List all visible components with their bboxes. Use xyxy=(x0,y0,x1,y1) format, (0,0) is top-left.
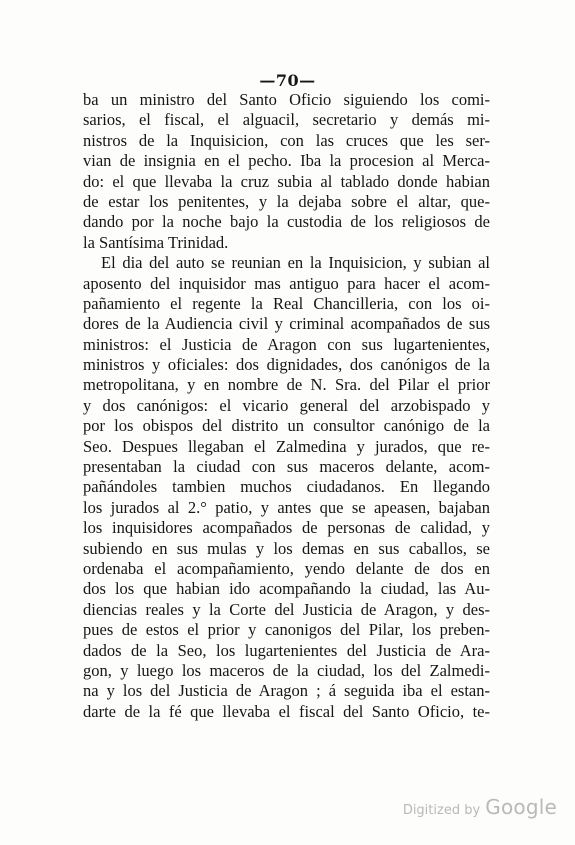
body-text xyxy=(83,90,490,722)
text-line: presentaban la ciudad con sus maceros delante, acom- xyxy=(83,457,490,477)
text-line: El dia del auto se reunian en la Inquisicion, y subian al xyxy=(101,253,490,273)
text-line: darte de la fé que llevaba el fiscal del Santo Oficio, te- xyxy=(83,701,490,721)
text-line: dados de la Seo, los lugartenientes del Justicia de Ara- xyxy=(83,640,490,660)
paragraph-2 xyxy=(83,253,490,722)
google-logo: Google xyxy=(485,795,557,819)
text-line: los jurados al 2.° patio, y antes que se apeasen, bajaban xyxy=(83,497,490,517)
text-line: ba un ministro del Santo Oficio siguiendo los comi- xyxy=(83,90,490,109)
text-line: dos los que habian ido acompañando la ciudad, las Au- xyxy=(83,579,490,599)
watermark-prefix: Digitized by xyxy=(402,803,481,818)
text-line: y dos canónigos: el vicario general del arzobispado y xyxy=(83,395,490,415)
text-line: la Santísima Trinidad. xyxy=(83,232,229,252)
text-line: ministros y oficiales: dos dignidades, dos canónigos de la xyxy=(83,355,490,375)
text-line: nistros de la Inquisicion, con las cruces que les ser- xyxy=(83,130,490,150)
text-line: gon, y luego los maceros de la ciudad, los del Zalmedi- xyxy=(83,660,490,680)
text-line: sarios, el fiscal, el alguacil, secretario y demás mi- xyxy=(83,110,490,130)
digitized-by-google-watermark xyxy=(403,795,557,819)
text-line: por los obispos del distrito un consultor canónigo de la xyxy=(83,416,490,436)
text-line: ordenaba el acompañamiento, yendo delante de dos en xyxy=(83,558,490,578)
text-line: dores de la Audiencia civil y criminal acompañados de sus xyxy=(83,314,490,334)
text-line: vian de insignia en el pecho. Iba la procesion al Merca- xyxy=(83,151,490,171)
text-line: na y los del Justicia de Aragon ; á seguida iba el estan- xyxy=(83,681,490,701)
text-line: metropolitana, y en nombre de N. Sra. del Pilar el prior xyxy=(83,375,490,395)
text-line: pañándoles tambien muchos ciudadanos. En llegando xyxy=(83,477,490,497)
text-line: los inquisidores acompañados de personas de calidad, y xyxy=(83,518,490,538)
paragraph-1 xyxy=(83,90,490,253)
text-line: diencias reales y la Corte del Justicia de Aragon, y des- xyxy=(83,599,490,619)
text-line: do: el que llevaba la cruz subia al tablado donde habian xyxy=(83,171,490,191)
text-line: subiendo en sus mulas y los demas en sus caballos, se xyxy=(83,538,490,558)
text-line: pañamiento el regente la Real Chancilleria, con los oi- xyxy=(83,293,490,313)
text-line: pues de estos el prior y canonigos del Pilar, los preben- xyxy=(83,620,490,640)
text-line: de estar los penitentes, y la dejaba sobre el altar, que- xyxy=(83,191,490,211)
text-line: ministros: el Justicia de Aragon con sus lugartenientes, xyxy=(83,334,490,354)
text-line: dando por la noche bajo la custodia de los religiosos de xyxy=(83,212,490,232)
text-line: Seo. Despues llegaban el Zalmedina y jurados, que re- xyxy=(83,436,490,456)
text-line: aposento del inquisidor mas antiguo para hacer el acom- xyxy=(83,273,490,293)
page-number: —70— xyxy=(259,71,316,90)
